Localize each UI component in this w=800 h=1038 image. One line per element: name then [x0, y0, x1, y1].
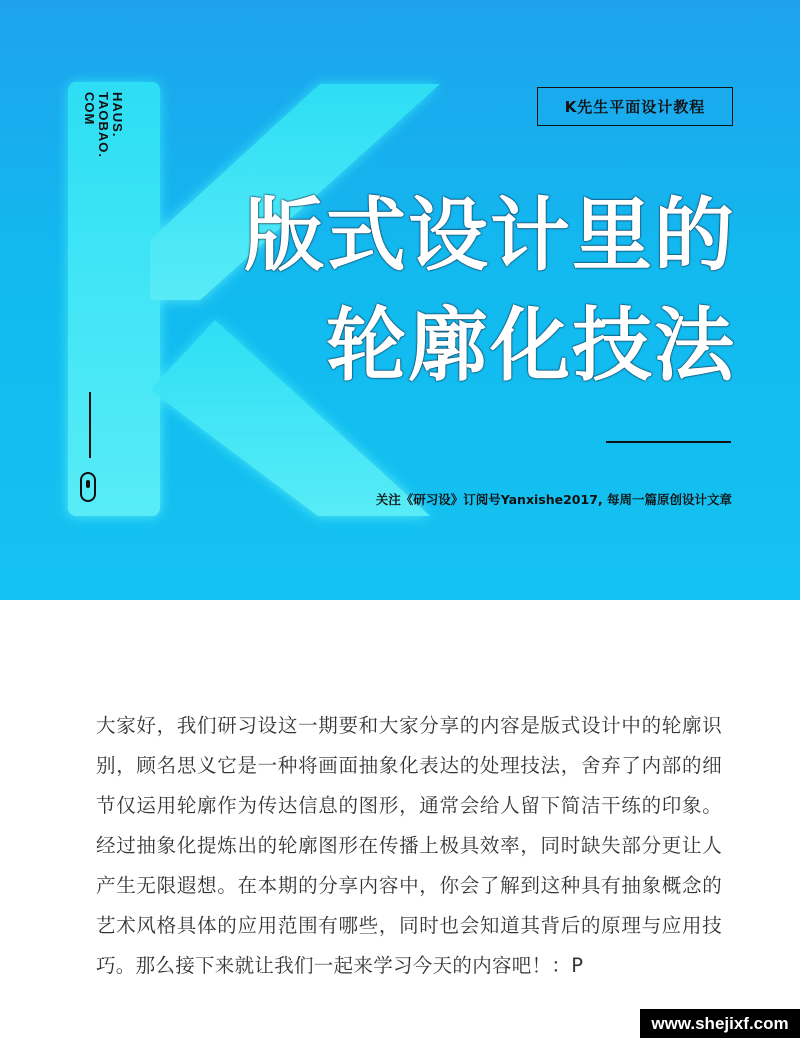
page-title-line-1: 版式设计里的 — [244, 189, 736, 282]
brand-line-1: HAUS. — [110, 92, 125, 138]
site-watermark: www.shejixf.com — [640, 1009, 800, 1038]
brand-line-2: TAOBAO. — [96, 92, 111, 158]
brand-line-3: COM — [82, 92, 97, 126]
title-divider — [606, 441, 731, 443]
subscribe-note: 关注《研习设》订阅号Yanxishe2017, 每周一篇原创设计文章 — [375, 492, 732, 507]
brand-vertical-text — [78, 92, 124, 158]
scroll-indicator-line — [89, 392, 91, 458]
page-title-line-2: 轮廓化技法 — [326, 299, 736, 392]
mouse-scroll-icon — [80, 472, 96, 502]
tutorial-badge: K先生平面设计教程 — [537, 87, 733, 126]
intro-paragraph: 大家好，我们研习设这一期要和大家分享的内容是版式设计中的轮廓识别，顾名思义它是一种将画面抽象化表达的处理技法，舍弃了内部的细节仅运用轮廓作为传达信息的图形，通常会给人留下简洁干练的印象。经过抽象化提炼出的轮廓图形在传播上极具效率，同时缺失部分更让人产生无限遐想。在本期的分享内容中，你会了解到这种具有抽象概念的艺术风格具体的应用范围有哪些，同时也会知道其背后的原理与应用技巧。那么接下来就让我们一起来学习今天的内容吧！：P — [96, 713, 722, 977]
